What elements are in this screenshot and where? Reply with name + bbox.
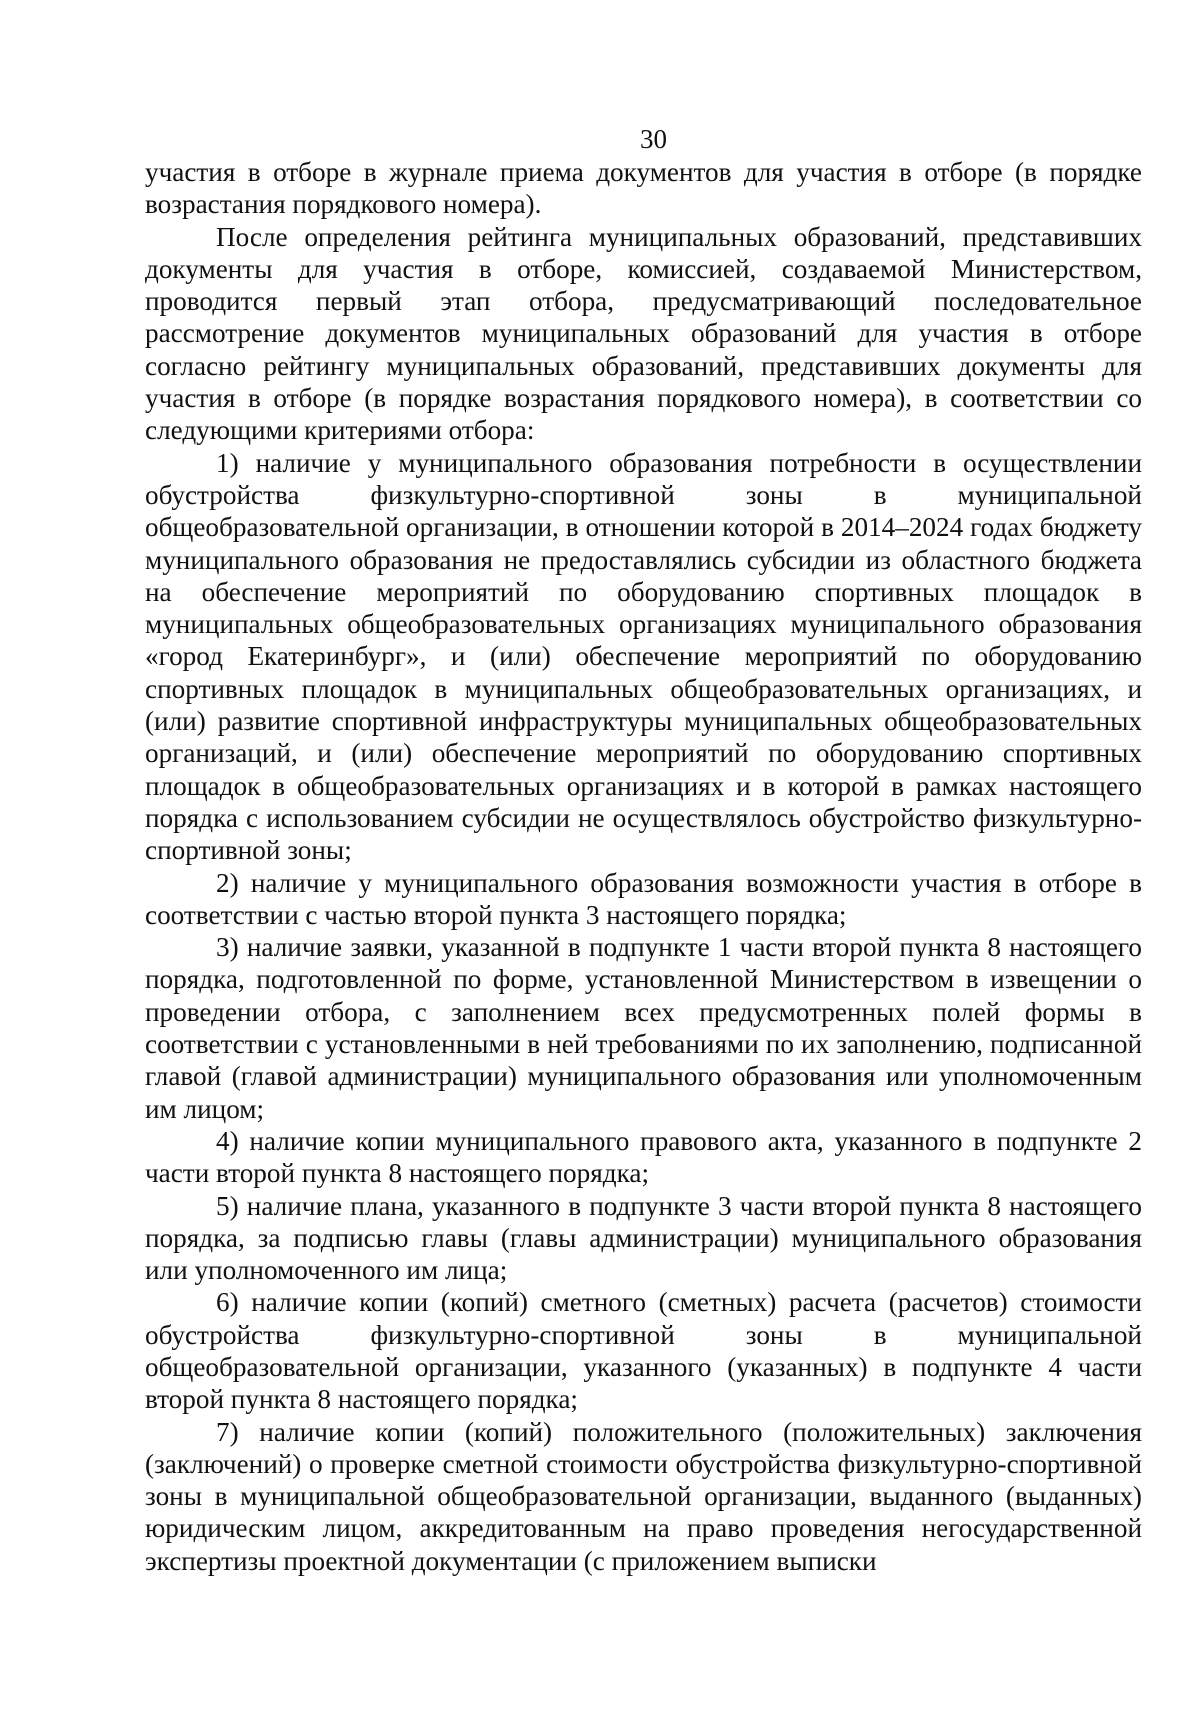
criterion-7: 7) наличие копии (копий) положительного (положительных) заключения (заключений) о проверке сметной стоимости обустройства физкультурно-спортивной зоны в муниципальной общеобразовательной организации, выданного (выданных) юридическим лицом, аккредитованным на право проведения негосударственной экспертизы проектной документации (с приложением выписки xyxy=(145,1416,1142,1576)
criterion-3: 3) наличие заявки, указанной в подпункте 1 части второй пункта 8 настоящего порядка, подготовленной по форме, установленной Министерством в извещении о проведении отбора, с заполнением всех предусмотренных полей формы в соответствии с установленными в ней требованиями по их заполнению, подписанной главой (главой администрации) муниципального образования или уполномоченным им лицом; xyxy=(145,932,1142,1124)
paragraph-rating-intro: После определения рейтинга муниципальных образований, представивших документы для участия в отборе, комиссией, создаваемой Министерством, проводится первый этап отбора, предусматривающий последовательное рассмотрение документов муниципальных образований для участия в отборе согласно рейтингу муниципальных образований, представивших документы для участия в отборе (в порядке возрастания порядкового номера), в соответствии со следующими критериями отбора: xyxy=(145,221,1142,446)
document-page xyxy=(145,124,1142,1577)
page-number: 30 xyxy=(640,124,667,154)
criterion-4: 4) наличие копии муниципального правового акта, указанного в подпункте 2 части второй пункта 8 настоящего порядка; xyxy=(145,1125,1142,1189)
criterion-6: 6) наличие копии (копий) сметного (сметных) расчета (расчетов) стоимости обустройства физкультурно-спортивной зоны в муниципальной общеобразовательной организации, указанного (указанных) в подпункте 4 части второй пункта 8 настоящего порядка; xyxy=(145,1287,1142,1415)
criterion-2: 2) наличие у муниципального образования возможности участия в отборе в соответствии с частью второй пункта 3 настоящего порядка; xyxy=(145,867,1142,930)
criterion-5: 5) наличие плана, указанного в подпункте 3 части второй пункта 8 настоящего порядка, за подписью главы (главы администрации) муниципального образования или уполномоченного им лица; xyxy=(145,1190,1142,1286)
criterion-1: 1) наличие у муниципального образования потребности в осуществлении обустройства физкультурно-спортивной зоны в муниципальной общеобразовательной организации, в отношении которой в 2014–2024 годах бюджету муниципального образования не предоставлялись субсидии из областного бюджета на обеспечение мероприятий по оборудованию спортивных площадок в муниципальных общеобразовательных организациях муниципального образования «город Екатеринбург», и (или) обеспечение мероприятий по оборудованию спортивных площадок в муниципальных общеобразовательных организациях, и (или) развитие спортивной инфраструктуры муниципальных общеобразовательных организаций, и (или) обеспечение мероприятий по оборудованию спортивных площадок в общеобразовательных организациях и в которой в рамках настоящего порядка с использованием субсидии не осуществлялось обустройство физкультурно-спортивной зоны; xyxy=(145,447,1142,866)
paragraph-continuation: участия в отборе в журнале приема документов для участия в отборе (в порядке возрастания порядкового номера). xyxy=(145,157,1142,220)
